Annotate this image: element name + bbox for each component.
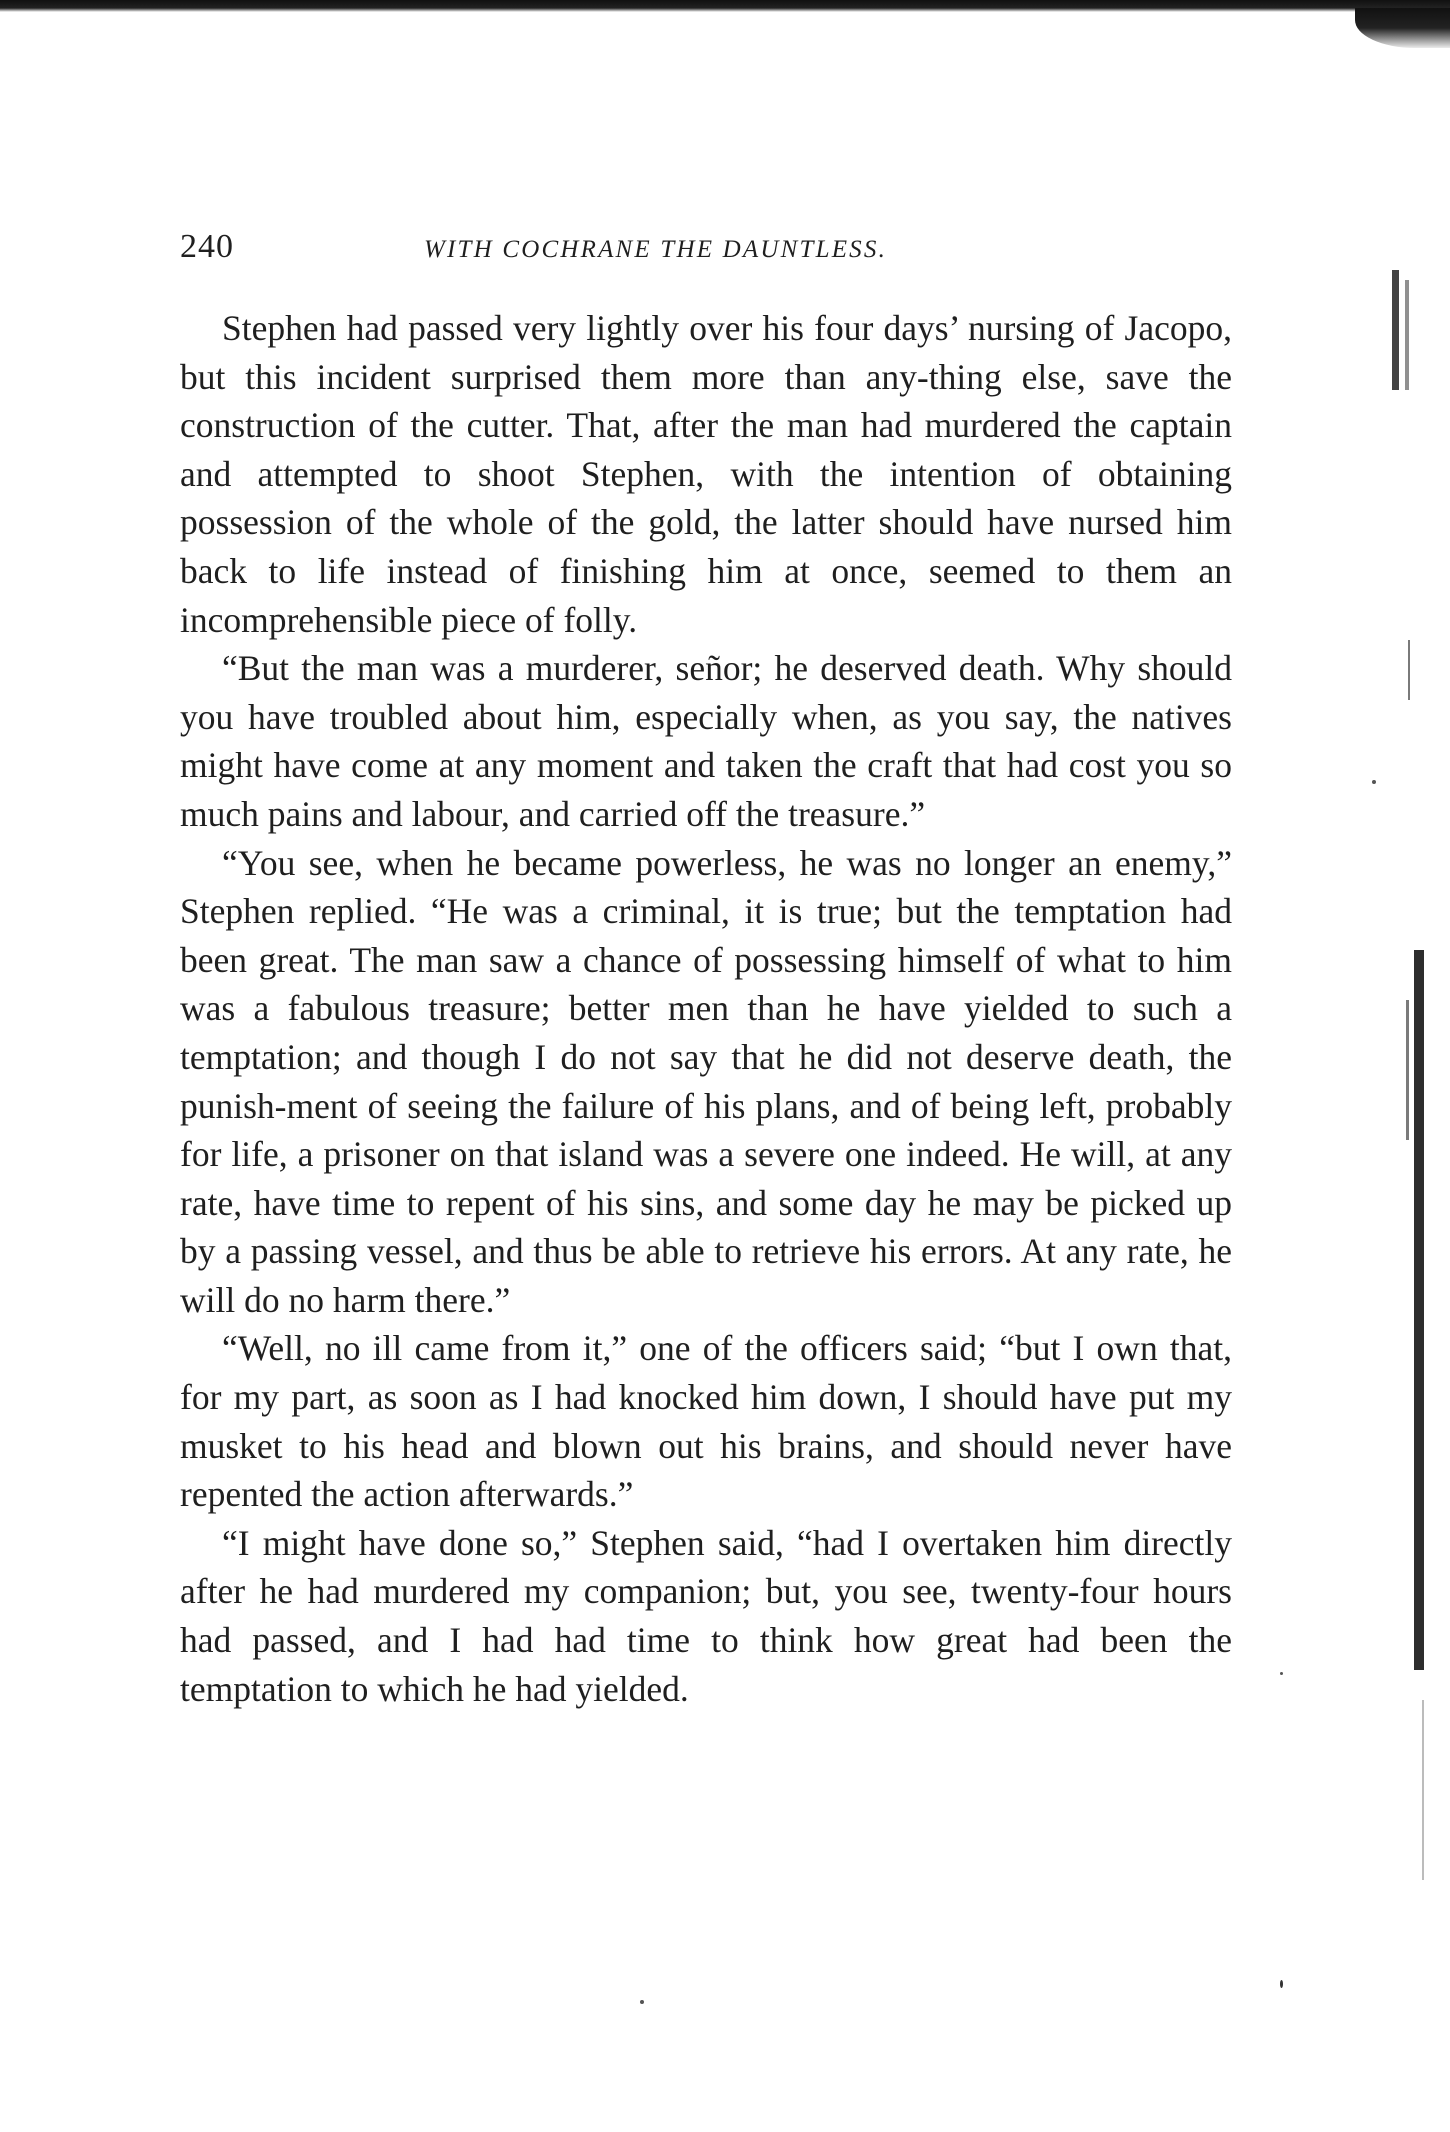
page-body xyxy=(180,304,1232,1713)
paragraph: “I might have done so,” Stephen said, “had I overtaken him directly after he had murdered my companion; but, you see, twenty-four hours had passed, and I had had time to think how great had been the temptation to which he had yielded. xyxy=(180,1522,1232,1709)
paragraph: “You see, when he became powerless, he was no longer an enemy,” Stephen replied. “He was a criminal, it is true; but the temptation had been great. The man saw a chance of possessing himself of what to him was a fabulous treasure; better men than he have yielded to such a temptation; and though I do not say that he did not deserve death, the punish-ment of seeing the failure of his plans, and of being left, probably for life, a prisoner on that island was a severe one indeed. He will, at any rate, have time to repent of his sins, and some day he may be picked up by a passing vessel, and thus be able to retrieve his errors. At any rate, he will do no harm there.” xyxy=(180,842,1232,1320)
edge-mark xyxy=(1406,1000,1409,1140)
scan-edge-marks xyxy=(1360,0,1450,2132)
page-number: 240 xyxy=(180,228,234,265)
scan-speck xyxy=(640,2000,644,2004)
scan-speck xyxy=(1280,1980,1283,1988)
paragraph: Stephen had passed very lightly over his four days’ nursing of Jacopo, but this incident surprised them more than any-thing else, save the construction of the cutter. That, after the man had murdered the captain and attempted to shoot Stephen, with the intention of obtaining possession of the whole of the gold, the latter should have nursed him back to life instead of finishing him at once, seemed to them an incomprehensible piece of folly. xyxy=(180,308,1232,640)
scan-speck xyxy=(1280,1672,1283,1675)
edge-mark xyxy=(1405,280,1409,390)
scan-top-border xyxy=(0,0,1450,12)
scan-speck xyxy=(1372,780,1376,784)
page-header xyxy=(180,228,1048,272)
edge-mark xyxy=(1408,640,1410,700)
paragraph: “But the man was a murderer, señor; he deserved death. Why should you have troubled about him, especially when, as you say, the natives might have come at any moment and taken the craft that had cost you so much pains and labour, and carried off the treasure.” xyxy=(180,648,1232,834)
edge-mark xyxy=(1422,1700,1424,1880)
edge-mark xyxy=(1392,270,1399,390)
paragraph: “Well, no ill came from it,” one of the officers said; “but I own that, for my part, as soon as I had knocked him down, I should have put my musket to his head and blown out his brains, and should never have repented the action afterwards.” xyxy=(180,1328,1232,1515)
edge-mark xyxy=(1414,950,1424,1670)
running-title: WITH COCHRANE THE DAUNTLESS. xyxy=(424,236,888,263)
